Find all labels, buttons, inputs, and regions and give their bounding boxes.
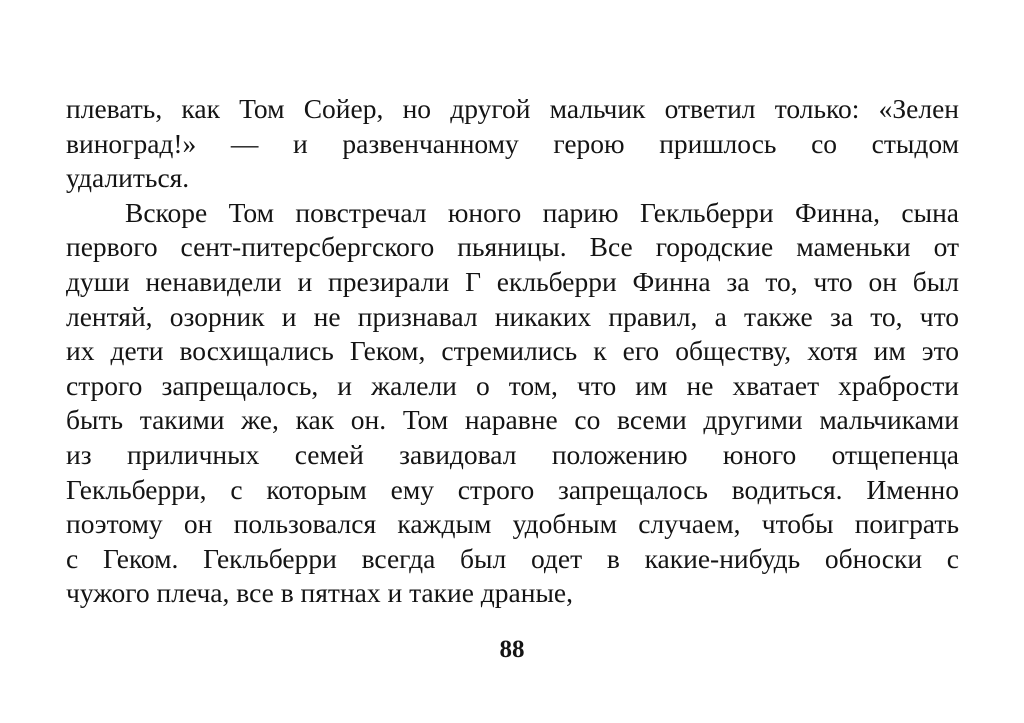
paragraph-2 xyxy=(66,196,959,611)
text-line: поэтому он пользовался каждым удобным случаем, чтобы поиграть xyxy=(66,508,959,540)
page-number: 88 xyxy=(499,636,525,663)
paragraph-1 xyxy=(66,92,959,196)
text-line: чужого плеча, все в пятнах и такие драные, xyxy=(66,577,574,609)
text-line: Вскоре Том повстречал юного парию Гекльберри Финна, сына xyxy=(125,196,959,228)
text-line: строго запрещалось, и жалели о том, что им не хватает храбрости xyxy=(66,369,959,401)
body-text xyxy=(66,92,959,611)
text-line: быть такими же, как он. Том наравне со всеми другими мальчиками xyxy=(66,404,959,436)
text-line: удалиться. xyxy=(66,162,190,194)
text-line: с Геком. Гекльберри всегда был одет в какие-нибудь обноски с xyxy=(66,542,959,574)
text-line: плевать, как Том Сойер, но другой мальчик ответил только: «Зелен xyxy=(66,93,959,124)
text-line: души ненавидели и презирали Г екльберри Финна за то, что он был xyxy=(66,265,959,297)
text-line: из приличных семей завидовал положению юного отщепенца xyxy=(66,438,959,470)
text-line: Гекльберри, с которым ему строго запрещалось водиться. Именно xyxy=(66,473,959,505)
text-line: виноград!» — и развенчанному герою пришлось со стыдом xyxy=(66,127,959,159)
text-line: первого сент-питерсбергского пьяницы. Все городские маменьки от xyxy=(66,231,959,263)
text-line: их дети восхищались Геком, стремились к его обществу, хотя им это xyxy=(66,335,959,367)
text-line: лентяй, озорник и не признавал никаких правил, а также за то, что xyxy=(66,300,959,332)
